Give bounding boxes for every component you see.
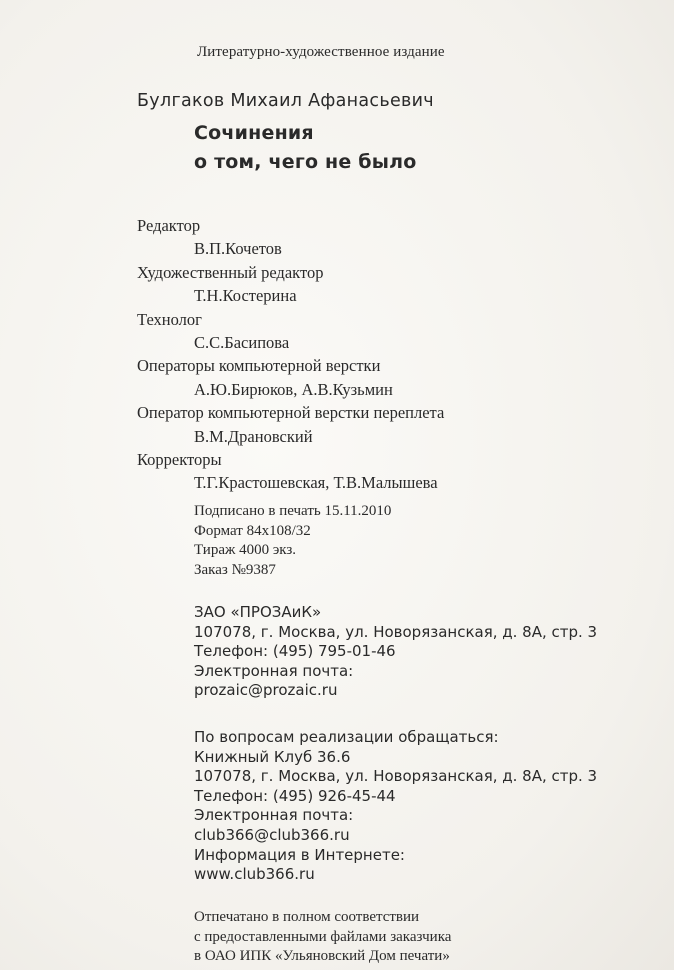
title-line-1: Сочинения bbox=[194, 122, 314, 144]
title-line-2: о том, чего не было bbox=[194, 151, 417, 173]
publisher-info bbox=[194, 603, 597, 701]
sales-phone: Телефон: (495) 926-45-44 bbox=[194, 786, 396, 805]
publisher-name: ЗАО «ПРОЗАиК» bbox=[194, 603, 322, 621]
credit-role: Корректоры bbox=[137, 450, 222, 470]
printed-note bbox=[194, 908, 451, 967]
genre-label: Литературно-художественное издание bbox=[197, 44, 445, 60]
sales-email: club366@club366.ru bbox=[194, 825, 350, 844]
paper-format: Формат 84x108/32 bbox=[194, 522, 311, 539]
sales-name: Книжный Клуб 36.6 bbox=[194, 747, 351, 766]
sales-info bbox=[194, 728, 597, 885]
publisher-email: prozaic@prozaic.ru bbox=[194, 681, 338, 700]
order-number: Заказ №9387 bbox=[194, 561, 276, 578]
publisher-phone: Телефон: (495) 795-01-46 bbox=[194, 642, 396, 661]
publisher-address: 107078, г. Москва, ул. Новорязанская, д. 8А, стр. 3 bbox=[194, 622, 598, 641]
book-title bbox=[194, 119, 416, 177]
signed-date: Подписано в печать 15.11.2010 bbox=[194, 503, 392, 519]
credit-role: Художественный редактор bbox=[137, 262, 324, 282]
print-run: Тираж 4000 экз. bbox=[194, 542, 297, 559]
credit-person: С.С.Басипова bbox=[194, 333, 290, 353]
credit-person: В.М.Драновский bbox=[194, 426, 313, 446]
print-info bbox=[194, 502, 391, 580]
author-name: Булгаков Михаил Афанасьевич bbox=[137, 91, 434, 111]
credit-role: Технолог bbox=[137, 309, 202, 329]
publisher-email-label: Электронная почта: bbox=[194, 661, 354, 680]
credit-person: Т.Г.Крастошевская, Т.В.Малышева bbox=[194, 473, 438, 493]
credit-person: Т.Н.Костерина bbox=[194, 286, 297, 306]
credit-person: А.Ю.Бирюков, А.В.Кузьмин bbox=[194, 379, 393, 399]
printed-line-2: с предоставленными файлами заказчика bbox=[194, 928, 452, 945]
sales-web: www.club366.ru bbox=[194, 865, 315, 884]
credit-role: Оператор компьютерной верстки переплета bbox=[137, 403, 445, 423]
credit-role: Редактор bbox=[137, 216, 201, 235]
sales-email-label: Электронная почта: bbox=[194, 806, 354, 825]
credits-list bbox=[137, 214, 444, 495]
sales-address: 107078, г. Москва, ул. Новорязанская, д. 8А, стр. 3 bbox=[194, 767, 598, 786]
credit-person: В.П.Кочетов bbox=[194, 239, 282, 259]
sales-web-label: Информация в Интернете: bbox=[194, 845, 405, 864]
credit-role: Операторы компьютерной верстки bbox=[137, 356, 381, 376]
printed-line-3: в ОАО ИПК «Ульяновский Дом печати» bbox=[194, 948, 450, 965]
printed-line-1: Отпечатано в полном соответствии bbox=[194, 909, 420, 925]
sales-heading: По вопросам реализации обращаться: bbox=[194, 728, 499, 746]
